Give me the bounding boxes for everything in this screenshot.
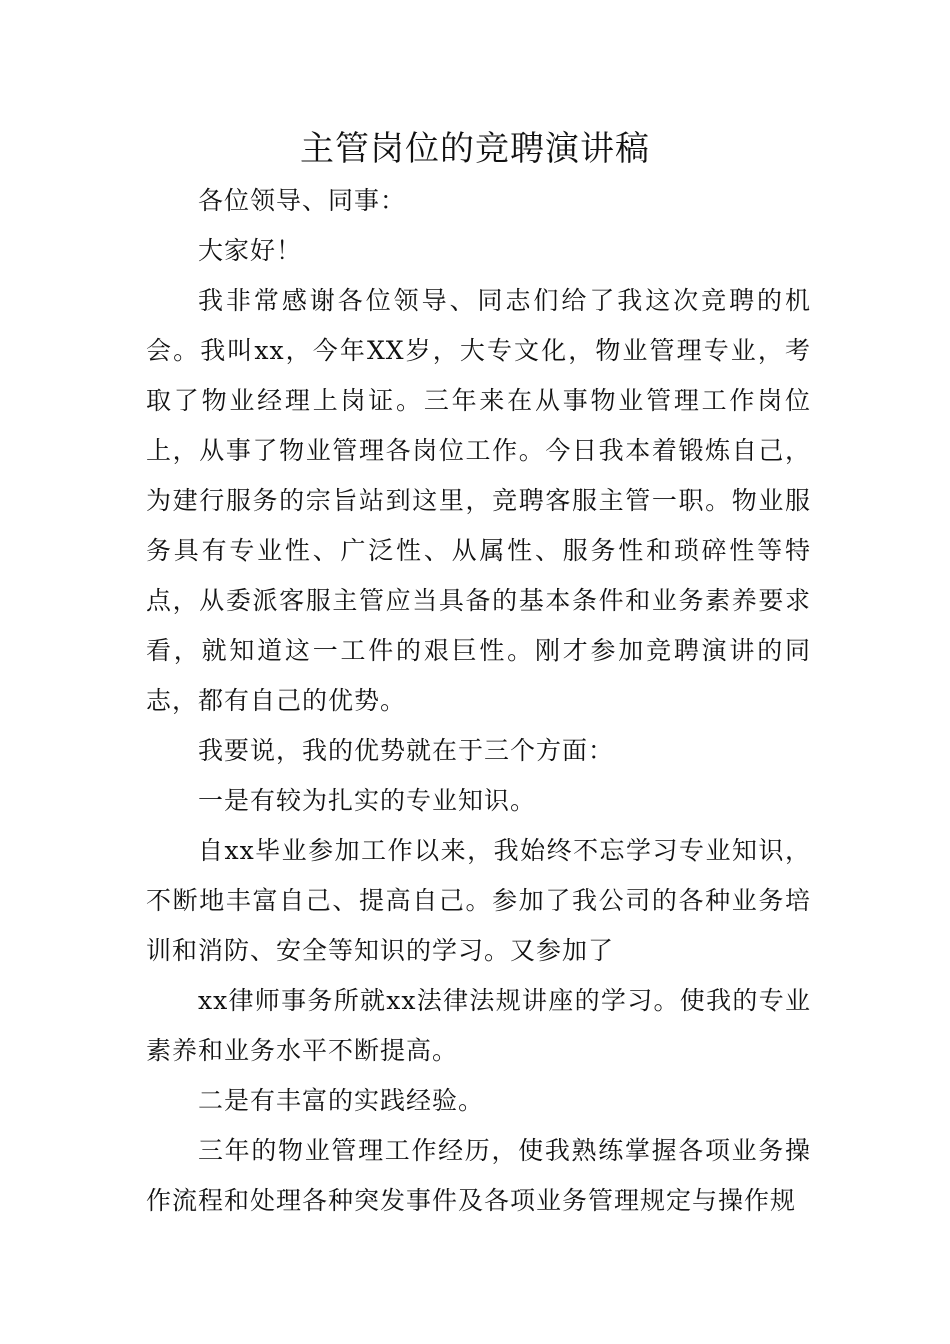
point-two-heading: 二是有丰富的实践经验。 bbox=[198, 1086, 485, 1115]
document-body bbox=[146, 176, 811, 1226]
intro-paragraph: 我非常感谢各位领导、同志们给了我这次竞聘的机会。我叫xx，今年XX岁，大专文化，物业管理专业，考取了物业经理上岗证。三年来在从事物业管理工作岗位上，从事了物业管理各岗位工作。今日我本着锻炼自己，为建行服务的宗旨站到这里，竞聘客服主管一职。物业服务具有专业性、广泛性、从属性、服务性和琐碎性等特点，从委派客服主管应当具备的基本条件和业务素养要求看，就知道这一工件的艰巨性。刚才参加竞聘演讲的同志，都有自己的优势。 bbox=[146, 286, 811, 715]
greeting-paragraph: 各位领导、同事： bbox=[198, 186, 407, 215]
advantages-paragraph: 我要说，我的优势就在于三个方面： bbox=[198, 736, 615, 765]
point-one-continuation: xx律师事务所就xx法律法规讲座的学习。使我的专业素养和业务水平不断提高。 bbox=[146, 986, 811, 1065]
hello-paragraph: 大家好！ bbox=[198, 236, 303, 265]
point-one-heading: 一是有较为扎实的专业知识。 bbox=[198, 786, 537, 815]
point-two-paragraph: 三年的物业管理工作经历，使我熟练掌握各项业务操作流程和处理各种突发事件及各项业务管理规定与操作规 bbox=[146, 1136, 811, 1215]
document-title: 主管岗位的竞聘演讲稿 bbox=[300, 129, 650, 169]
point-one-paragraph: 自xx毕业参加工作以来，我始终不忘学习专业知识，不断地丰富自己、提高自己。参加了我公司的各种业务培训和消防、安全等知识的学习。又参加了 bbox=[146, 836, 811, 965]
